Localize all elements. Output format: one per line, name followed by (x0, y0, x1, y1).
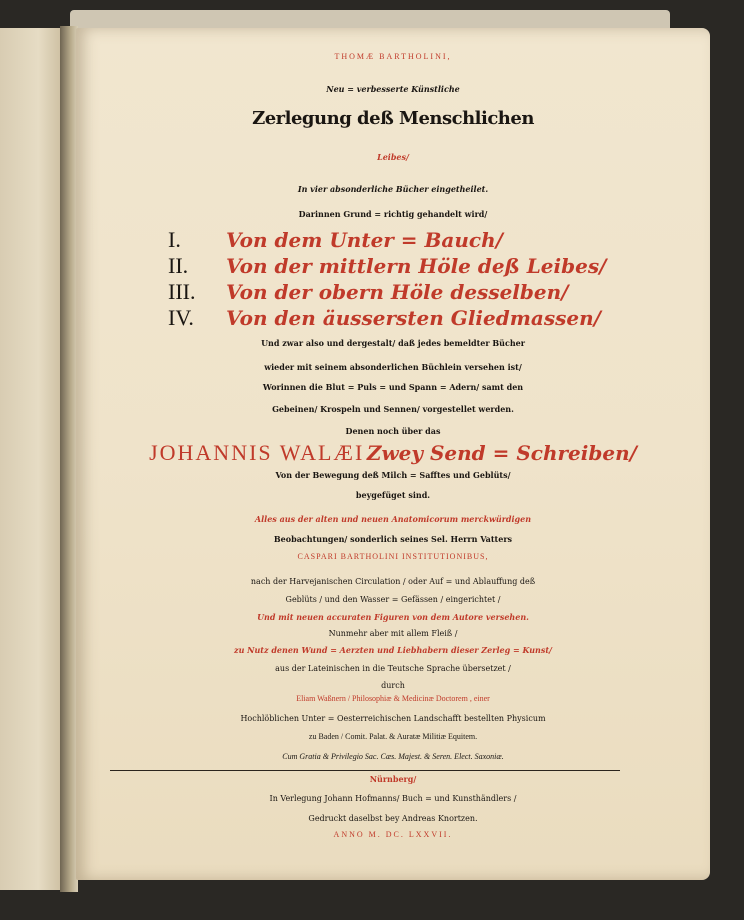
subtitle-prefix: Neu = verbesserte Künstliche (326, 84, 460, 94)
line-beobachtungen: Beobachtungen/ sonderlich seines Sel. Herrn Vatters (273, 534, 513, 544)
para-line: Und zwar also und dergestalt/ daß jedes bemeldter Bücher (261, 338, 525, 348)
line-alles: Alles aus der alten und neuen Anatomicorum merckwürdigen (254, 514, 532, 524)
line-figuren: Und mit neuen accuraten Figuren von dem Autore versehen. (257, 612, 529, 622)
book-number: I. (168, 227, 181, 252)
left-page (0, 28, 64, 890)
book-title: Von den äussersten Gliedmassen/ (226, 306, 601, 330)
book-list-item (168, 279, 568, 305)
walaei-line (76, 440, 710, 466)
walaei-name: JOHANNIS WALÆI (149, 440, 365, 465)
para-line: wieder mit seinem absonderlichen Büchlein versehen ist/ (264, 362, 522, 372)
line-verlegung: In Verlegung Johann Hofmanns/ Buch = und Kunsthändlers / (269, 794, 517, 803)
line-latein: aus der Lateinischen in die Teutsche Sprache übersetzet / (275, 664, 511, 673)
walaei-rest: Zwey Send = Schreiben/ (366, 441, 637, 465)
line-gratia: Cum Gratia & Privilegio Sac. Cæs. Majest. & Seren. Elect. Saxoniæ. (282, 752, 504, 761)
line-handled: Darinnen Grund = richtig gehandelt wird/ (298, 209, 488, 219)
line-gedruckt: Gedruckt daselbst bey Andreas Knortzen. (308, 814, 478, 823)
line-anno: ANNO M. DC. LXXVII. (333, 830, 453, 839)
book-list-item (168, 305, 601, 331)
line-beygefuget: beygefüget sind. (355, 490, 431, 500)
line-durch: durch (381, 681, 405, 690)
main-title-2: Leibes/ (377, 152, 409, 162)
line-eliam: Eliam Waßnern / Philosophiæ & Medicinæ Doctorem , einer (296, 694, 490, 703)
line-bewegung: Von der Bewegung deß Milch = Safftes und Geblüts/ (275, 470, 511, 480)
book-title: Von der mittlern Höle deß Leibes/ (226, 254, 607, 278)
line-denen: Denen noch über das (345, 426, 441, 436)
book-number: III. (168, 279, 196, 304)
line-nutz: zu Nutz denen Wund = Aerzten und Liebhabern dieser Zerleg = Kunst/ (234, 645, 552, 655)
line-hochl: Hochlöblichen Unter = Oesterreichischen Landschafft bestellten Physicum (240, 714, 546, 723)
line-harvei: nach der Harvejanischen Circulation / oder Auf = und Ablauffung deß (250, 577, 536, 586)
para-line: Worinnen die Blut = Puls = und Spann = Adern/ samt den (262, 382, 524, 392)
book-list-item (168, 253, 606, 279)
line-nurnberg: Nürnberg/ (369, 774, 417, 784)
author-line: THOMÆ BARTHOLINI, (334, 52, 452, 61)
book-list-item (168, 227, 503, 253)
para-line: Gebeinen/ Krospeln und Sennen/ vorgestellet werden. (272, 404, 514, 414)
book-number: II. (168, 253, 189, 278)
book-title: Von dem Unter = Bauch/ (226, 228, 503, 252)
line-books: In vier absonderliche Bücher eingetheilet. (297, 184, 489, 194)
main-title: Zerlegung deß Menschlichen (252, 108, 534, 129)
line-nunmehr: Nunmehr aber mit allem Fleiß / (328, 629, 458, 638)
divider-rule (110, 770, 620, 771)
book-number: IV. (168, 305, 194, 330)
line-gebluts: Geblüts / und den Wasser = Gefässen / eingerichtet / (285, 595, 501, 604)
caspari-line: CASPARI BARTHOLINI INSTITUTIONIBUS, (297, 552, 489, 561)
book-title: Von der obern Höle desselben/ (226, 280, 569, 304)
title-page (76, 28, 710, 880)
line-baden: zu Baden / Comit. Palat. & Auratæ Militiæ Equitem. (308, 732, 478, 741)
